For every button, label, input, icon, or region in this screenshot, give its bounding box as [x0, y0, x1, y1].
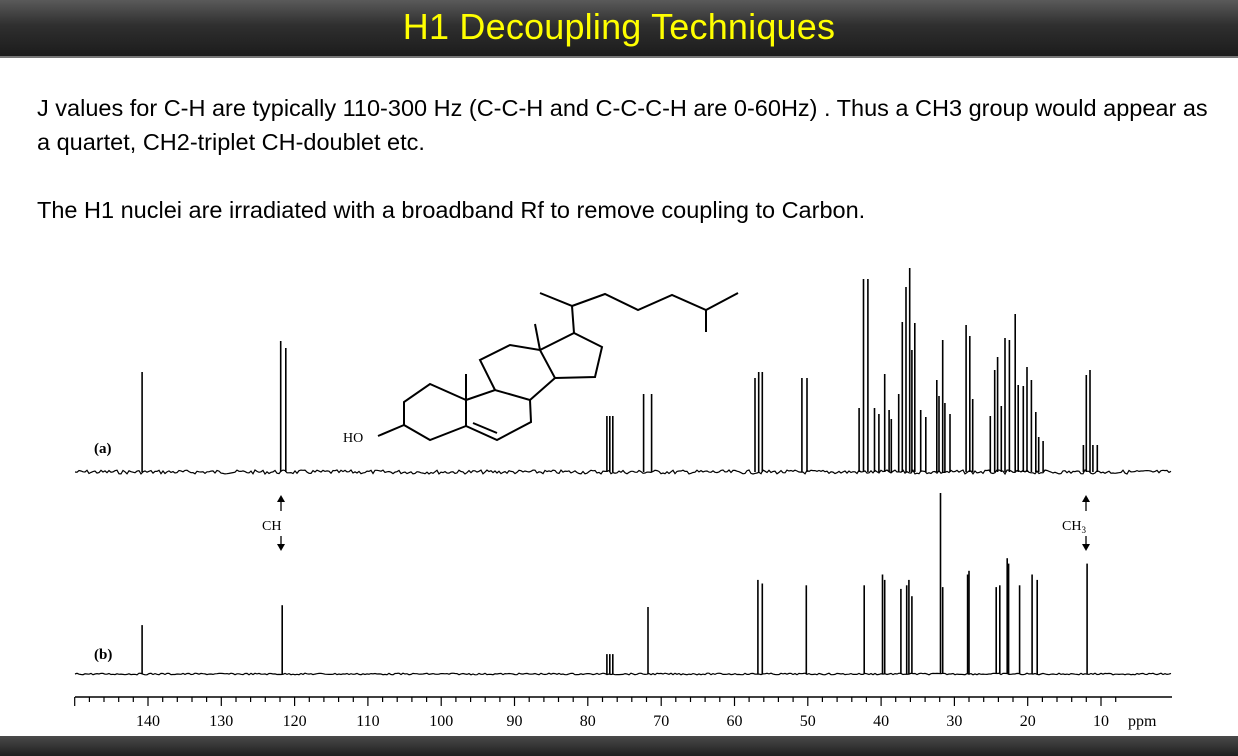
ch3-label: $CH_3$ — [1062, 519, 1086, 535]
paragraph-decoupling: The H1 nuclei are irradiated with a broadband Rf to remove coupling to Carbon. — [37, 197, 866, 223]
ch3-marker — [1082, 495, 1090, 551]
axis-tick-label: 120 — [282, 713, 307, 730]
spectrum-a-baseline — [75, 470, 1171, 474]
panel-b-label: (b) — [94, 647, 113, 663]
cholesterol-structure — [378, 293, 738, 440]
axis-tick-label: 10 — [1093, 713, 1109, 730]
axis-tick-label: 110 — [356, 713, 380, 730]
axis-tick-label: 20 — [1019, 713, 1036, 730]
ch-label: CH — [262, 519, 282, 534]
axis-tick-label: 60 — [726, 713, 743, 730]
axis-tick-label: 130 — [209, 713, 234, 730]
spectrum-b — [75, 493, 1171, 675]
axis-tick-label: 90 — [506, 713, 523, 730]
panel-a-label: (a) — [94, 441, 112, 457]
hydroxyl-label: HO — [343, 431, 364, 446]
axis-tick-label: 40 — [873, 713, 890, 730]
axis-tick-label: 100 — [429, 713, 454, 730]
axis-tick-label: 30 — [946, 713, 963, 730]
ppm-axis — [75, 697, 1172, 730]
bottom-bar — [0, 736, 1238, 756]
paragraph-coupling: J values for C-H are typically 110-300 Hz (C-C-H and C-C-C-H are 0-60Hz) . Thus a CH3 group would appear as a quartet, CH2-triplet CH-doublet etc. — [37, 95, 1208, 155]
slide-title: H1 Decoupling Techniques — [402, 6, 836, 47]
spectrum-a — [75, 268, 1171, 474]
axis-tick-label: 70 — [653, 713, 670, 730]
axis-tick-label: 140 — [136, 713, 160, 730]
axis-unit-label: ppm — [1128, 713, 1157, 730]
axis-tick-label: 50 — [799, 713, 816, 730]
axis-tick-label: 80 — [579, 713, 596, 730]
